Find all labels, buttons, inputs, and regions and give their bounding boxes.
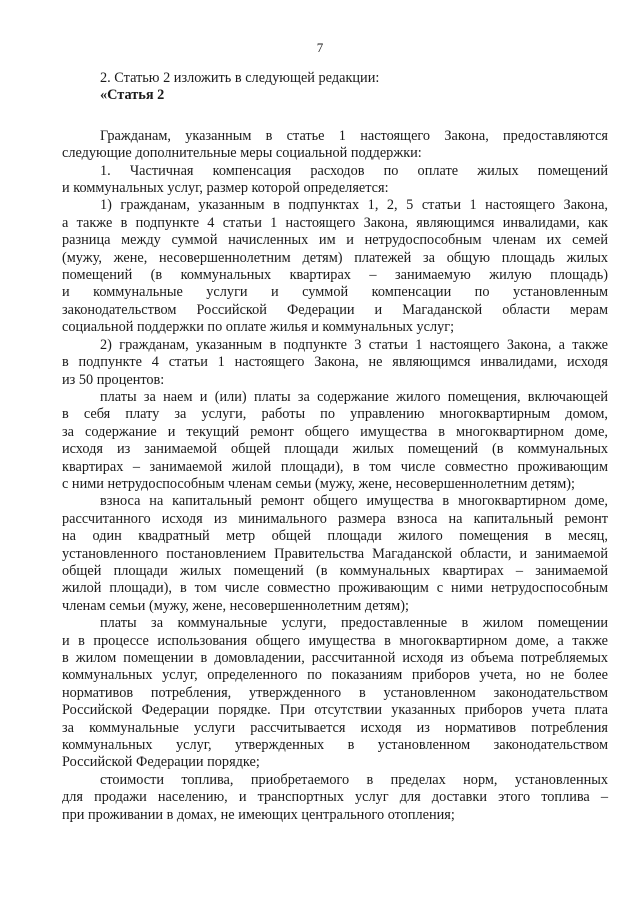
paragraph [62,493,608,615]
paragraph-line: Гражданам, указанным в статье 1 настоящего Закона, предоставляются [100,127,608,144]
paragraph-line: платы за коммунальные услуги, предоставленные в жилом помещении [100,615,608,632]
paragraph-line: для продажи населению, и транспортных услуг для доставки этого топлива – [62,789,608,806]
paragraph [62,163,608,198]
paragraph-line: установленного постановлением Правительства Магаданской области, и занимаемой [62,545,608,562]
paragraph-line: нормативов потребления, утвержденного в установленном законодательством [62,684,608,701]
paragraph [62,615,608,772]
paragraph-line: следующие дополнительные меры социальной поддержки: [62,145,422,162]
paragraph-line: стоимости топлива, приобретаемого в пределах норм, установленных [100,771,608,788]
paragraph-line: за коммунальные услуги рассчитывается исходя из нормативов потребления [62,719,608,736]
paragraph-line: в жилом помещении в домовладении, рассчитанной исходя из объема потребляемых [62,650,608,666]
paragraph [62,128,608,163]
paragraph-line: Российской Федерации порядке; [62,754,260,771]
paragraph-line: 1) гражданам, указанным в подпунктах 1, 2, 5 статьи 1 настоящего Закона, [100,197,608,214]
paragraph-line: платы за наем и (или) платы за содержание жилого помещения, включающей [100,388,608,405]
paragraph-line: коммунальных услуг, утвержденных в установленном законодательством [62,737,608,754]
paragraph-line: разница между суммой начисленных им и нетрудоспособным членам их семей [62,232,608,249]
paragraph-line: помещений (в коммунальных квартирах – занимаемую жилую площадь) [62,267,608,284]
paragraph-line: членам семьи (мужу, жене, несовершеннолетним детям); [62,597,409,614]
paragraph-line: рассчитанного исходя из минимального размера взноса на капитальный ремонт [62,510,608,527]
paragraph-line: коммунальных услуг, определенного по показаниям приборов учета, но не более [62,667,608,684]
paragraph-line: исходя из занимаемой общей площади жилых помещений (в коммунальных [62,441,608,458]
paragraph-line: 2) гражданам, указанным в подпункте 3 статьи 1 настоящего Закона, а также [100,336,608,353]
paragraph-line: (мужу, жене, несовершеннолетним детям) платежей за общую площадь жилых [62,249,608,266]
paragraph-line: в себя плату за услуги, работы по управлению многоквартирным домом, [62,406,608,423]
paragraph-list [62,128,608,824]
amendment-instruction: 2. Статью 2 изложить в следующей редакции: [100,70,380,86]
paragraph-line: при проживании в домах, не имеющих центрального отопления; [62,806,455,823]
paragraph [62,197,608,336]
paragraph-line: а также в подпункте 4 статьи 1 настоящего Закона, являющимся инвалидами, как [62,214,608,231]
paragraph-line: и в процессе использования общего имущества в многоквартирном доме, а также [62,632,608,649]
paragraph-line: и коммунальных услуг, размер которой определяется: [62,180,389,197]
paragraph-line: общей площади жилых помещений (в коммунальных квартирах – занимаемой [62,562,608,579]
paragraph-line: на один квадратный метр общей площади жилого помещения в месяц, [62,528,608,545]
paragraph-line: Российской Федерации порядке. При отсутствии указанных приборов учета плата [62,702,608,719]
paragraph-line: законодательством Российской Федерации и Магаданской области мерам [62,301,608,318]
paragraph-line: из 50 процентов: [62,371,165,388]
paragraph-line: взноса на капитальный ремонт общего имущества в многоквартирном доме, [100,493,608,510]
paragraph-line: 1. Частичная компенсация расходов по оплате жилых помещений [100,162,608,179]
page-number: 7 [316,40,324,55]
paragraph-line: за содержание и текущий ремонт общего имущества в многоквартирном доме, [62,423,608,440]
paragraph-line: квартирах – занимаемой жилой площади), в том числе совместно проживающим [62,458,608,475]
paragraph-line: в подпункте 4 статьи 1 настоящего Закона, не являющимся инвалидами, исходя [62,354,608,371]
document-body [62,70,608,824]
paragraph [62,772,608,824]
paragraph [62,389,608,493]
paragraph [62,337,608,389]
paragraph-line: социальной поддержки по оплате жилья и коммунальных услуг; [62,319,455,336]
paragraph-line: с ними нетрудоспособным членам семьи (мужу, жене, несовершеннолетним детям); [62,475,575,492]
paragraph-line: жилой площади), в том числе совместно проживающим с ними нетрудоспособным [62,580,608,597]
article-title: «Статья 2 [100,87,165,104]
spacer [62,105,608,128]
paragraph-line: и коммунальные услуги и суммой компенсации по установленным [62,284,608,301]
